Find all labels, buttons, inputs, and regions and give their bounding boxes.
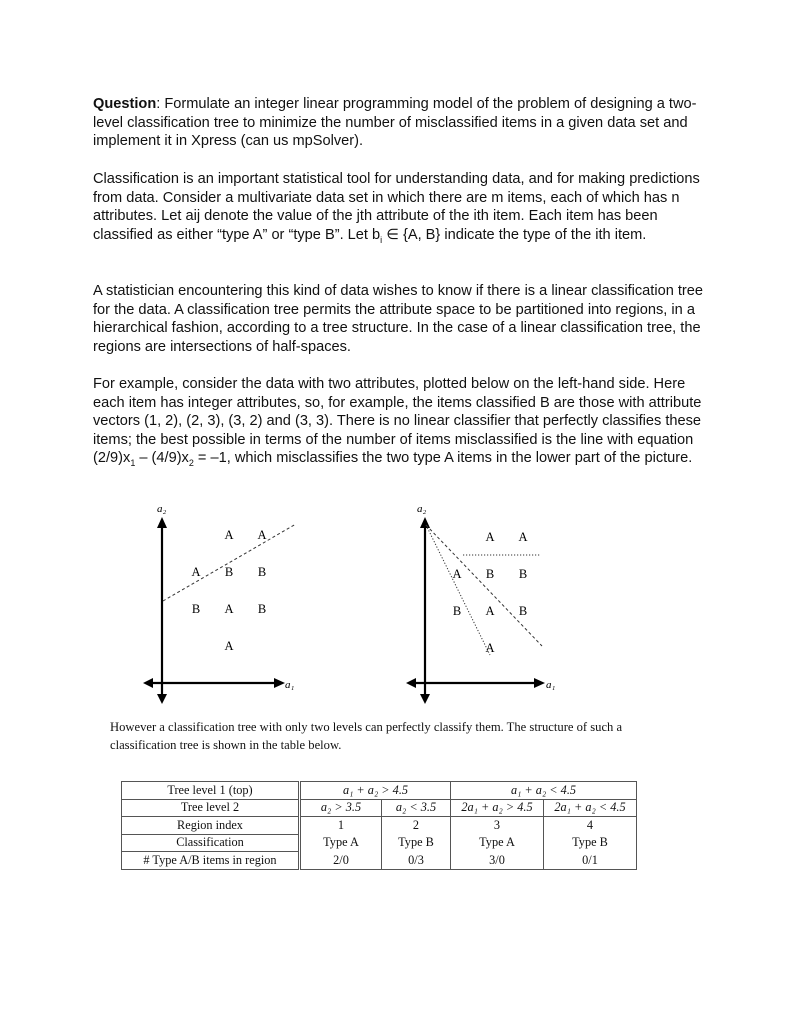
level2-condition: a₂ > 3.5 xyxy=(300,799,382,817)
point-label: A xyxy=(485,530,495,544)
region-index-cell: 3 xyxy=(451,817,544,835)
point-label: B xyxy=(191,602,201,616)
point-label: A xyxy=(224,528,234,542)
classification-cell: Type B xyxy=(382,834,451,852)
count-cell: 0/3 xyxy=(382,852,451,870)
right-x-arrowhead xyxy=(534,678,545,688)
question-label: Question xyxy=(93,96,157,112)
point-label: B xyxy=(224,565,234,579)
example-text-mid: – (4/9)x xyxy=(135,450,189,467)
classification-text-end: ∈ {A, B} indicate the type of the ith item. xyxy=(382,226,647,243)
classification-paragraph xyxy=(93,170,703,249)
example-text-end: = –1, which misclassifies the two type A items in the lower part of the picture. xyxy=(193,450,693,467)
classification-cell: Type B xyxy=(544,834,637,852)
region-index-cell: 2 xyxy=(382,817,451,835)
row-header: Region index xyxy=(122,817,300,835)
question-paragraph xyxy=(93,95,703,151)
right-data-points xyxy=(452,530,527,655)
point-label: B xyxy=(257,565,267,579)
point-label: B xyxy=(257,602,267,616)
table-row xyxy=(122,799,637,817)
right-level2-lower-line xyxy=(426,525,490,655)
left-x-axis-label: a₁ xyxy=(285,679,295,691)
row-header: Tree level 1 (top) xyxy=(122,782,300,800)
right-y-axis-label: a₂ xyxy=(417,503,427,515)
classification-cell: Type A xyxy=(300,834,382,852)
region-index-cell: 4 xyxy=(544,817,637,835)
point-label: A xyxy=(191,565,201,579)
level1-right-condition: a₁ + a₂ < 4.5 xyxy=(451,782,637,800)
subscript-2: 2 xyxy=(188,458,194,469)
table-row xyxy=(122,834,637,852)
left-y-arrowhead xyxy=(157,517,167,528)
point-label: B xyxy=(518,604,528,618)
point-label: B xyxy=(485,567,495,581)
point-label: A xyxy=(224,602,234,616)
point-label: A xyxy=(257,528,267,542)
classification-text: Classification is an important statistical tool for understanding data, and for making predictions from data. Consider a multivariate data set in which there are m items, each of which has n attributes. Let aij denote the value of the jth attribute of the ith item. Each item has been classified as either “type A” or “type B”. Let b xyxy=(93,171,700,243)
left-data-points xyxy=(191,528,266,653)
level2-condition: 2a₁ + a₂ < 4.5 xyxy=(544,799,637,817)
point-label: A xyxy=(224,639,234,653)
level2-condition: a₂ < 3.5 xyxy=(382,799,451,817)
right-y-arrowhead xyxy=(420,517,430,528)
table-row xyxy=(122,817,637,835)
right-scatter-figure xyxy=(400,500,570,705)
row-header: # Type A/B items in region xyxy=(122,852,300,870)
region-index-cell: 1 xyxy=(300,817,382,835)
table-row xyxy=(122,852,637,870)
classification-cell: Type A xyxy=(451,834,544,852)
subscript-1: 1 xyxy=(130,458,136,469)
left-y-arrowtail xyxy=(157,694,167,704)
right-x-arrowtail xyxy=(406,678,416,688)
figure-caption: However a classification tree with only two levels can perfectly classify them. The structure of such a classification tree is shown in the table below. xyxy=(110,720,623,752)
example-paragraph xyxy=(93,375,703,473)
count-cell: 2/0 xyxy=(300,852,382,870)
point-label: A xyxy=(518,530,528,544)
point-label: B xyxy=(452,604,462,618)
point-label: B xyxy=(518,567,528,581)
subscript-i: i xyxy=(380,234,383,245)
point-label: A xyxy=(485,641,495,655)
row-header: Classification xyxy=(122,834,300,852)
question-text: : Formulate an integer linear programming model of the problem of designing a two-level classification tree to minimize the number of misclassified items in a given data set and implement it in Xpress (can us mpSolver). xyxy=(93,96,697,150)
row-header: Tree level 2 xyxy=(122,799,300,817)
classification-tree-table xyxy=(121,781,637,870)
left-y-axis-label: a₂ xyxy=(157,503,167,515)
point-label: A xyxy=(452,567,462,581)
left-scatter-figure xyxy=(140,500,310,705)
table-row xyxy=(122,782,637,800)
level1-left-condition: a₁ + a₂ > 4.5 xyxy=(300,782,451,800)
statistician-paragraph: A statistician encountering this kind of data wishes to know if there is a linear classification tree for the data. A classification tree permits the attribute space to be partitioned into regions, in a hierarchical fashion, according to a tree structure. In the case of a linear classification tree, the regions are intersections of half-spaces. xyxy=(93,283,704,355)
example-text: For example, consider the data with two attributes, plotted below on the left-hand side. Here each item has integer attributes, so, for example, the items classified B are those with attribute vectors (1, 2), (2, 3), (3, 2) and (3, 3). There is no linear classifier that perfectly classifies these items; the best possible in terms of the number of items misclassified is the line with equation (2/9)x xyxy=(93,376,702,467)
count-cell: 3/0 xyxy=(451,852,544,870)
left-x-arrowhead xyxy=(274,678,285,688)
right-y-arrowtail xyxy=(420,694,430,704)
right-x-axis-label: a₁ xyxy=(546,679,556,691)
count-cell: 0/1 xyxy=(544,852,637,870)
left-x-arrowtail xyxy=(143,678,153,688)
point-label: A xyxy=(485,604,495,618)
level2-condition: 2a₁ + a₂ > 4.5 xyxy=(451,799,544,817)
